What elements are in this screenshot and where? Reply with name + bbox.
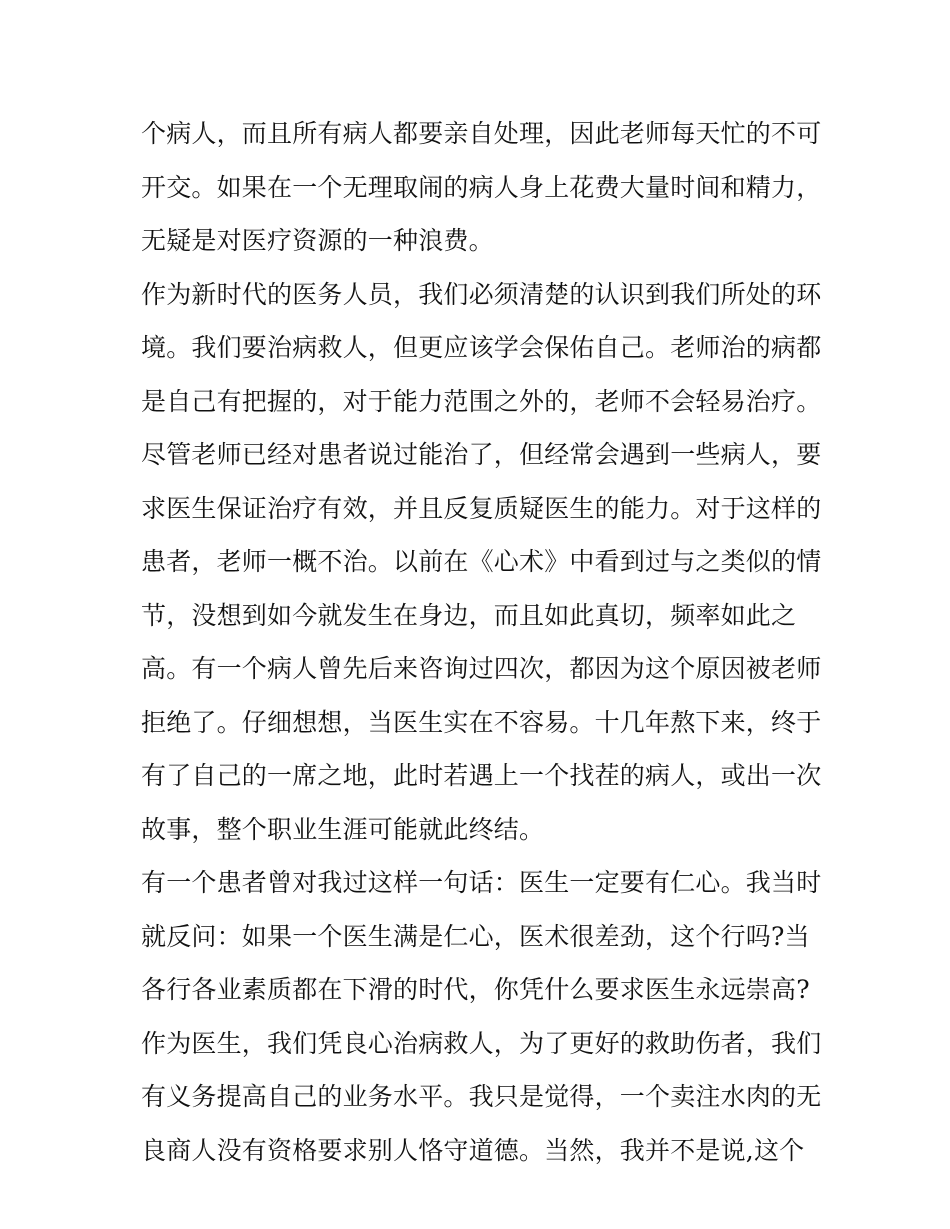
text-line: 拒绝了。仔细想想，当医生实在不容易。十几年熬下来，终于 xyxy=(141,707,822,737)
text-line: 有一个患者曾对我过这样一句话：医生一定要有仁心。我当时 xyxy=(141,868,822,897)
text-line: 无疑是对医疗资源的一种浪费。 xyxy=(141,226,494,255)
text-line: 各行各业素质都在下滑的时代，你凭什么要求医生永远崇高? xyxy=(141,975,810,1004)
text-line: 开交。如果在一个无理取闹的病人身上花费大量时间和精力， xyxy=(141,172,822,202)
text-line: 求医生保证治疗有效，并且反复质疑医生的能力。对于这样的 xyxy=(141,493,822,523)
text-line: 故事，整个职业生涯可能就此终结。 xyxy=(141,814,545,844)
body-text xyxy=(141,107,821,1177)
text-line: 有了自己的一席之地，此时若遇上一个找茬的病人，或出一次 xyxy=(141,761,822,790)
text-line: 作为医生，我们凭良心治病救人，为了更好的救助伤者，我们 xyxy=(141,1028,822,1058)
text-line: 有义务提高自己的业务水平。我只是觉得，一个卖注水肉的无 xyxy=(141,1082,822,1111)
text-line: 高。有一个病人曾先后来咨询过四次，都因为这个原因被老师 xyxy=(141,654,822,683)
text-line: 个病人，而且所有病人都要亲自处理，因此老师每天忙的不可 xyxy=(141,119,822,148)
text-line: 作为新时代的医务人员，我们必须清楚的认识到我们所处的环 xyxy=(141,279,822,309)
text-line: 患者，老师一概不治。以前在《心术》中看到过与之类似的情 xyxy=(141,547,822,576)
text-line: 境。我们要治病救人，但更应该学会保佑自己。老师治的病都 xyxy=(141,333,822,362)
text-line: 尽管老师已经对患者说过能治了，但经常会遇到一些病人，要 xyxy=(141,440,822,469)
text-line: 就反问：如果一个医生满是仁心，医术很差劲，这个行吗?当 xyxy=(141,921,810,951)
text-line: 节，没想到如今就发生在身边，而且如此真切，频率如此之 xyxy=(141,600,797,630)
text-line: 良商人没有资格要求别人恪守道德。当然，我并不是说,这个 xyxy=(141,1135,805,1165)
text-line: 是自己有把握的，对于能力范围之外的，老师不会轻易治疗。 xyxy=(141,386,822,416)
